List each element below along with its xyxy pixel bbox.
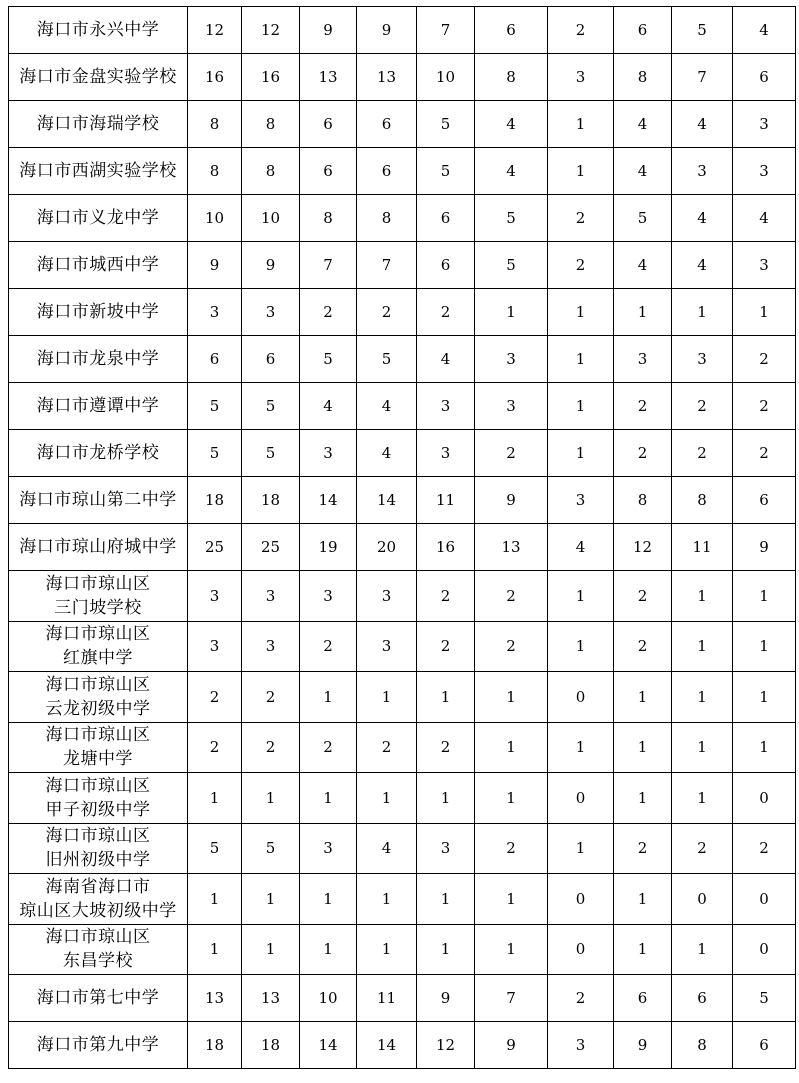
table-row (9, 336, 796, 383)
value-cell: 8 (614, 477, 672, 524)
school-name-cell (9, 7, 188, 54)
school-name-cell (9, 722, 188, 773)
value-cell: 20 (357, 524, 417, 571)
value-cell: 2 (733, 430, 796, 477)
value-cell: 4 (417, 336, 475, 383)
value-cell: 2 (300, 722, 357, 773)
value-cell: 10 (417, 54, 475, 101)
value-cell: 1 (548, 289, 614, 336)
value-cell: 2 (475, 430, 548, 477)
value-cell: 1 (548, 430, 614, 477)
value-cell: 1 (672, 621, 733, 672)
value-cell: 6 (614, 7, 672, 54)
value-cell: 19 (300, 524, 357, 571)
value-cell: 2 (733, 336, 796, 383)
value-cell: 6 (357, 148, 417, 195)
value-cell: 1 (188, 773, 242, 824)
table-row (9, 773, 796, 824)
school-name-line: 海口市海瑞学校 (36, 114, 160, 134)
value-cell: 13 (357, 54, 417, 101)
value-cell: 1 (548, 621, 614, 672)
value-cell: 5 (417, 101, 475, 148)
value-cell: 1 (548, 383, 614, 430)
value-cell: 0 (548, 874, 614, 925)
value-cell: 3 (417, 430, 475, 477)
value-cell: 14 (357, 477, 417, 524)
school-name-line: 海南省海口市 (45, 876, 151, 897)
value-cell: 1 (733, 289, 796, 336)
value-cell: 2 (672, 823, 733, 874)
value-cell: 3 (417, 383, 475, 430)
school-name-cell (9, 195, 188, 242)
table-row (9, 383, 796, 430)
value-cell: 18 (242, 477, 300, 524)
value-cell: 1 (357, 874, 417, 925)
value-cell: 1 (475, 924, 548, 975)
value-cell: 3 (733, 242, 796, 289)
value-cell: 2 (357, 289, 417, 336)
value-cell: 1 (417, 773, 475, 824)
value-cell: 1 (548, 336, 614, 383)
value-cell: 2 (357, 722, 417, 773)
value-cell: 0 (672, 874, 733, 925)
value-cell: 12 (417, 1022, 475, 1069)
value-cell: 4 (357, 430, 417, 477)
value-cell: 4 (672, 195, 733, 242)
value-cell: 3 (733, 101, 796, 148)
value-cell: 2 (242, 672, 300, 723)
value-cell: 1 (475, 874, 548, 925)
school-name-line: 海口市遵谭中学 (36, 396, 160, 416)
value-cell: 1 (733, 621, 796, 672)
value-cell: 2 (672, 430, 733, 477)
value-cell: 9 (475, 477, 548, 524)
value-cell: 1 (357, 924, 417, 975)
value-cell: 3 (188, 289, 242, 336)
value-cell: 1 (300, 672, 357, 723)
value-cell: 5 (300, 336, 357, 383)
table-row (9, 823, 796, 874)
school-name-line: 海口市琼山区 (45, 826, 151, 847)
school-name-cell (9, 571, 188, 622)
value-cell: 1 (672, 289, 733, 336)
value-cell: 1 (300, 924, 357, 975)
value-cell: 5 (672, 7, 733, 54)
value-cell: 6 (733, 54, 796, 101)
value-cell: 13 (300, 54, 357, 101)
value-cell: 13 (475, 524, 548, 571)
value-cell: 12 (188, 7, 242, 54)
value-cell: 1 (242, 924, 300, 975)
value-cell: 1 (357, 672, 417, 723)
value-cell: 2 (733, 383, 796, 430)
value-cell: 2 (417, 722, 475, 773)
value-cell: 2 (242, 722, 300, 773)
value-cell: 18 (242, 1022, 300, 1069)
value-cell: 3 (475, 336, 548, 383)
school-name-line: 海口市琼山区 (45, 624, 151, 645)
value-cell: 9 (188, 242, 242, 289)
school-name-line: 龙塘中学 (63, 749, 133, 770)
school-name-cell (9, 975, 188, 1022)
school-name-cell (9, 1022, 188, 1069)
value-cell: 7 (417, 7, 475, 54)
value-cell: 10 (300, 975, 357, 1022)
value-cell: 3 (357, 571, 417, 622)
school-name-line: 海口市琼山区 (45, 674, 151, 695)
school-name-line: 海口市义龙中学 (36, 208, 160, 228)
value-cell: 0 (733, 924, 796, 975)
value-cell: 6 (417, 195, 475, 242)
table-row (9, 101, 796, 148)
value-cell: 12 (242, 7, 300, 54)
value-cell: 1 (475, 672, 548, 723)
value-cell: 4 (614, 148, 672, 195)
school-name-cell (9, 383, 188, 430)
value-cell: 13 (188, 975, 242, 1022)
table-row (9, 148, 796, 195)
school-name-line: 海口市琼山区 (45, 927, 151, 948)
value-cell: 3 (548, 54, 614, 101)
school-name-line: 海口市龙泉中学 (36, 349, 160, 369)
school-name-line: 旧州初级中学 (45, 850, 151, 871)
school-name-line: 海口市第七中学 (36, 988, 160, 1008)
value-cell: 2 (548, 7, 614, 54)
value-cell: 6 (300, 148, 357, 195)
school-name-line: 海口市龙桥学校 (36, 443, 160, 463)
value-cell: 2 (548, 195, 614, 242)
value-cell: 4 (733, 195, 796, 242)
school-name-line: 海口市琼山第二中学 (19, 490, 177, 510)
table-row (9, 975, 796, 1022)
value-cell: 16 (188, 54, 242, 101)
table-row (9, 621, 796, 672)
value-cell: 1 (188, 924, 242, 975)
school-name-line: 海口市琼山区 (45, 775, 151, 796)
value-cell: 8 (242, 101, 300, 148)
value-cell: 2 (672, 383, 733, 430)
value-cell: 2 (475, 621, 548, 672)
value-cell: 2 (614, 621, 672, 672)
value-cell: 0 (733, 773, 796, 824)
value-cell: 8 (300, 195, 357, 242)
school-name-line: 海口市西湖实验学校 (19, 161, 177, 181)
value-cell: 14 (300, 477, 357, 524)
value-cell: 1 (733, 571, 796, 622)
table-row (9, 289, 796, 336)
value-cell: 1 (417, 924, 475, 975)
value-cell: 3 (242, 571, 300, 622)
value-cell: 3 (300, 823, 357, 874)
value-cell: 11 (357, 975, 417, 1022)
value-cell: 5 (733, 975, 796, 1022)
value-cell: 9 (733, 524, 796, 571)
value-cell: 5 (242, 430, 300, 477)
value-cell: 4 (548, 524, 614, 571)
table-row (9, 722, 796, 773)
school-name-cell (9, 336, 188, 383)
value-cell: 6 (733, 477, 796, 524)
value-cell: 16 (242, 54, 300, 101)
value-cell: 2 (614, 823, 672, 874)
value-cell: 2 (733, 823, 796, 874)
school-name-cell (9, 289, 188, 336)
value-cell: 9 (242, 242, 300, 289)
school-name-cell (9, 621, 188, 672)
value-cell: 5 (614, 195, 672, 242)
school-name-line: 海口市琼山区 (45, 725, 151, 746)
value-cell: 2 (417, 571, 475, 622)
value-cell: 7 (300, 242, 357, 289)
school-name-line: 海口市永兴中学 (36, 20, 160, 40)
value-cell: 4 (672, 242, 733, 289)
value-cell: 1 (672, 571, 733, 622)
value-cell: 2 (417, 289, 475, 336)
value-cell: 1 (300, 874, 357, 925)
value-cell: 2 (548, 242, 614, 289)
table-row (9, 571, 796, 622)
table-row (9, 195, 796, 242)
value-cell: 1 (672, 924, 733, 975)
value-cell: 6 (357, 101, 417, 148)
value-cell: 5 (188, 823, 242, 874)
value-cell: 8 (475, 54, 548, 101)
school-name-cell (9, 524, 188, 571)
value-cell: 4 (475, 101, 548, 148)
value-cell: 9 (300, 7, 357, 54)
school-name-cell (9, 148, 188, 195)
value-cell: 6 (672, 975, 733, 1022)
table-row (9, 524, 796, 571)
school-name-line: 海口市琼山府城中学 (19, 537, 177, 557)
school-name-line: 海口市金盘实验学校 (19, 67, 177, 87)
value-cell: 1 (614, 924, 672, 975)
value-cell: 2 (614, 383, 672, 430)
school-name-line: 海口市新坡中学 (36, 302, 160, 322)
value-cell: 0 (548, 672, 614, 723)
school-name-cell (9, 672, 188, 723)
school-quota-table (8, 6, 796, 1069)
value-cell: 1 (614, 722, 672, 773)
school-name-cell (9, 242, 188, 289)
value-cell: 2 (475, 823, 548, 874)
value-cell: 16 (417, 524, 475, 571)
value-cell: 5 (188, 383, 242, 430)
value-cell: 12 (614, 524, 672, 571)
value-cell: 3 (475, 383, 548, 430)
value-cell: 3 (672, 148, 733, 195)
value-cell: 1 (475, 773, 548, 824)
value-cell: 4 (357, 823, 417, 874)
school-name-line: 云龙初级中学 (45, 698, 151, 719)
value-cell: 1 (614, 289, 672, 336)
value-cell: 3 (672, 336, 733, 383)
table-row (9, 430, 796, 477)
value-cell: 25 (188, 524, 242, 571)
value-cell: 7 (672, 54, 733, 101)
value-cell: 6 (417, 242, 475, 289)
school-name-line: 三门坡学校 (54, 597, 142, 618)
value-cell: 1 (614, 773, 672, 824)
value-cell: 6 (614, 975, 672, 1022)
value-cell: 6 (300, 101, 357, 148)
value-cell: 3 (300, 571, 357, 622)
value-cell: 1 (733, 722, 796, 773)
value-cell: 1 (548, 722, 614, 773)
school-name-line: 海口市城西中学 (36, 255, 160, 275)
value-cell: 1 (548, 571, 614, 622)
value-cell: 10 (242, 195, 300, 242)
value-cell: 9 (475, 1022, 548, 1069)
value-cell: 14 (300, 1022, 357, 1069)
school-name-line: 红旗中学 (63, 648, 133, 669)
table-row (9, 7, 796, 54)
value-cell: 5 (242, 383, 300, 430)
value-cell: 2 (475, 571, 548, 622)
value-cell: 0 (733, 874, 796, 925)
value-cell: 3 (242, 289, 300, 336)
school-name-cell (9, 924, 188, 975)
value-cell: 3 (548, 1022, 614, 1069)
school-name-cell (9, 101, 188, 148)
value-cell: 1 (614, 672, 672, 723)
value-cell: 1 (548, 148, 614, 195)
value-cell: 4 (475, 148, 548, 195)
school-name-line: 琼山区大坡初级中学 (19, 900, 177, 921)
value-cell: 3 (614, 336, 672, 383)
table-row (9, 1022, 796, 1069)
school-name-line: 甲子初级中学 (45, 799, 151, 820)
value-cell: 5 (357, 336, 417, 383)
value-cell: 0 (548, 924, 614, 975)
value-cell: 3 (242, 621, 300, 672)
value-cell: 9 (417, 975, 475, 1022)
value-cell: 7 (357, 242, 417, 289)
school-name-cell (9, 430, 188, 477)
value-cell: 5 (417, 148, 475, 195)
school-name-cell (9, 874, 188, 925)
value-cell: 6 (733, 1022, 796, 1069)
school-name-cell (9, 54, 188, 101)
value-cell: 25 (242, 524, 300, 571)
value-cell: 8 (672, 1022, 733, 1069)
table-row (9, 672, 796, 723)
value-cell: 1 (672, 672, 733, 723)
value-cell: 13 (242, 975, 300, 1022)
value-cell: 4 (733, 7, 796, 54)
table-row (9, 477, 796, 524)
value-cell: 3 (548, 477, 614, 524)
value-cell: 14 (357, 1022, 417, 1069)
value-cell: 6 (242, 336, 300, 383)
value-cell: 8 (357, 195, 417, 242)
value-cell: 8 (188, 148, 242, 195)
value-cell: 7 (475, 975, 548, 1022)
value-cell: 11 (672, 524, 733, 571)
value-cell: 1 (417, 874, 475, 925)
value-cell: 4 (614, 101, 672, 148)
value-cell: 5 (475, 195, 548, 242)
value-cell: 1 (614, 874, 672, 925)
value-cell: 8 (672, 477, 733, 524)
table-row (9, 54, 796, 101)
value-cell: 18 (188, 477, 242, 524)
value-cell: 1 (548, 823, 614, 874)
school-name-cell (9, 823, 188, 874)
value-cell: 3 (188, 571, 242, 622)
value-cell: 1 (475, 289, 548, 336)
value-cell: 1 (672, 773, 733, 824)
value-cell: 8 (188, 101, 242, 148)
table-row (9, 242, 796, 289)
value-cell: 2 (300, 621, 357, 672)
school-name-cell (9, 477, 188, 524)
value-cell: 3 (357, 621, 417, 672)
value-cell: 1 (672, 722, 733, 773)
value-cell: 1 (242, 773, 300, 824)
value-cell: 0 (548, 773, 614, 824)
value-cell: 1 (242, 874, 300, 925)
school-name-line: 海口市第九中学 (36, 1035, 160, 1055)
table-body (9, 7, 796, 1069)
value-cell: 11 (417, 477, 475, 524)
value-cell: 2 (188, 722, 242, 773)
school-name-line: 东昌学校 (63, 951, 133, 972)
value-cell: 2 (614, 571, 672, 622)
value-cell: 4 (357, 383, 417, 430)
table-row (9, 924, 796, 975)
value-cell: 4 (672, 101, 733, 148)
value-cell: 1 (300, 773, 357, 824)
value-cell: 1 (188, 874, 242, 925)
value-cell: 6 (188, 336, 242, 383)
value-cell: 2 (614, 430, 672, 477)
school-name-line: 海口市琼山区 (45, 573, 151, 594)
value-cell: 3 (300, 430, 357, 477)
value-cell: 1 (357, 773, 417, 824)
value-cell: 10 (188, 195, 242, 242)
value-cell: 3 (733, 148, 796, 195)
value-cell: 1 (475, 722, 548, 773)
value-cell: 9 (614, 1022, 672, 1069)
value-cell: 8 (242, 148, 300, 195)
value-cell: 1 (417, 672, 475, 723)
value-cell: 1 (548, 101, 614, 148)
value-cell: 8 (614, 54, 672, 101)
value-cell: 2 (548, 975, 614, 1022)
value-cell: 5 (475, 242, 548, 289)
school-name-cell (9, 773, 188, 824)
value-cell: 4 (300, 383, 357, 430)
value-cell: 2 (300, 289, 357, 336)
value-cell: 5 (188, 430, 242, 477)
value-cell: 9 (357, 7, 417, 54)
value-cell: 6 (475, 7, 548, 54)
value-cell: 2 (188, 672, 242, 723)
value-cell: 3 (417, 823, 475, 874)
value-cell: 18 (188, 1022, 242, 1069)
value-cell: 4 (614, 242, 672, 289)
value-cell: 1 (733, 672, 796, 723)
value-cell: 2 (417, 621, 475, 672)
value-cell: 3 (188, 621, 242, 672)
table-row (9, 874, 796, 925)
value-cell: 5 (242, 823, 300, 874)
